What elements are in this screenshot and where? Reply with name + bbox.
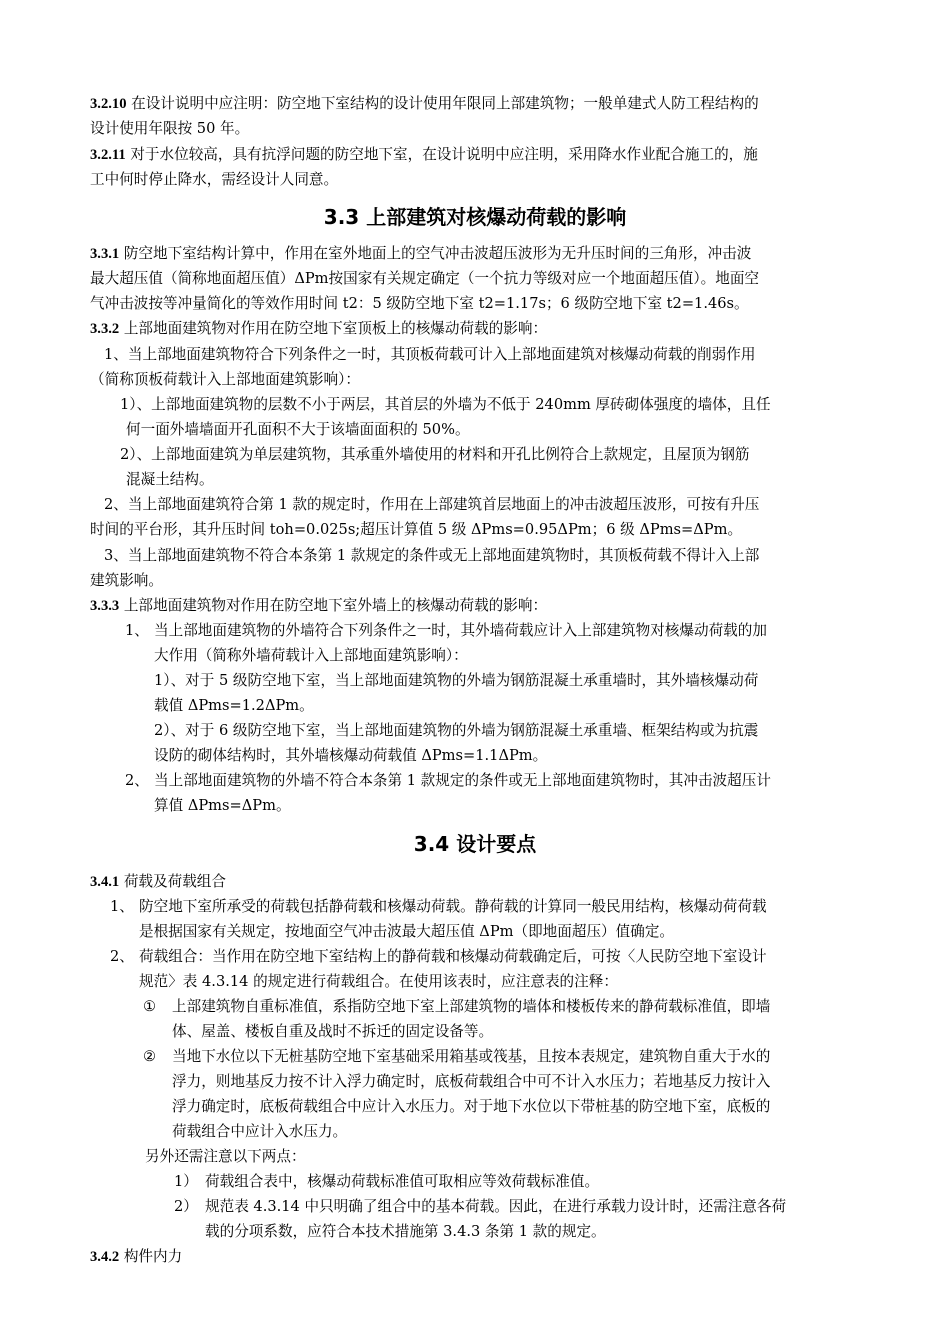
clause-3-3-3-sub-2-line-1: 2）、对于 6 级防空地下室，当上部地面建筑物的外墙为钢筋混凝土承重墙、框架结构或为抗震 <box>154 722 759 739</box>
clause-3-4-1-point-2-line-2: 载的分项系数，应符合本技术措施第 3.4.3 条第 1 款的规定。 <box>205 1223 606 1240</box>
list-marker: 1、 <box>125 622 149 639</box>
clause-3-3-1-line-1 <box>90 245 751 263</box>
clause-3-3-3-sub-2-line-2: 设防的砌体结构时，其外墙核爆动荷载值 ΔPms=1.1ΔPm。 <box>154 747 548 764</box>
clause-text: 荷载及荷载组合 <box>119 873 226 890</box>
section-heading-3-3: 3.3 上部建筑对核爆动荷载的影响 <box>323 205 627 229</box>
clause-number: 3.3.2 <box>90 321 120 337</box>
clause-3-3-2-sub-1-line-1: 1）、上部地面建筑物的层数不小于两层，其首层的外墙为不低于 240mm 厚砖砌体强度的墙体，且任 <box>120 396 771 413</box>
clause-3-4-1-note-2-line-4: 荷载组合中应计入水压力。 <box>172 1123 348 1140</box>
clause-3-4-1-item-1-line-1: 防空地下室所承受的荷载包括静荷载和核爆动荷载。静荷载的计算同一般民用结构，核爆动荷荷载 <box>139 898 767 915</box>
clause-3-2-11-line-1 <box>90 146 758 164</box>
clause-number: 3.3.1 <box>90 246 120 262</box>
list-marker: 2、 <box>125 772 149 789</box>
clause-3-2-10-line-2: 设计使用年限按 50 年。 <box>90 120 250 137</box>
list-marker: ② <box>143 1048 157 1065</box>
clause-3-4-1-item-1-line-2: 是根据国家有关规定，按地面空气冲击波最大超压值 ΔPm（即地面超压）值确定。 <box>139 923 675 940</box>
clause-text: 对于水位较高，具有抗浮问题的防空地下室，在设计说明中应注明，采用降水作业配合施工的，施 <box>125 146 758 163</box>
clause-3-4-1-point-1: 荷载组合表中，核爆动荷载标准值可取相应等效荷载标准值。 <box>205 1173 600 1190</box>
clause-3-2-11-line-2: 工中何时停止降水，需经设计人同意。 <box>90 171 339 188</box>
clause-3-4-1-extra-intro: 另外还需注意以下两点： <box>145 1148 306 1165</box>
clause-3-4-1-note-2-line-1: 当地下水位以下无桩基防空地下室基础采用箱基或筏基，且按本表规定，建筑物自重大于水的 <box>172 1048 771 1065</box>
clause-3-3-3-sub-1-line-2: 载值 ΔPms=1.2ΔPm。 <box>154 697 314 714</box>
list-marker: ① <box>143 998 157 1015</box>
clause-text: 上部地面建筑物对作用在防空地下室外墙上的核爆动荷载的影响： <box>119 597 548 614</box>
list-marker: 1、 <box>110 898 134 915</box>
clause-3-3-1-line-3: 气冲击波按等冲量简化的等效作用时间 t2：5 级防空地下室 t2=1.17s；6 级防空地下室 t2=1.46s。 <box>90 295 749 312</box>
clause-3-4-1-point-2-line-1: 规范表 4.3.14 中只明确了组合中的基本荷载。因此，在进行承载力设计时，还需注意各荷 <box>205 1198 787 1215</box>
clause-number: 3.3.3 <box>90 598 120 614</box>
clause-number: 3.4.1 <box>90 874 120 890</box>
clause-3-3-3-sub-1-line-1: 1）、对于 5 级防空地下室，当上部地面建筑物的外墙为钢筋混凝土承重墙时，其外墙核爆动荷 <box>154 672 759 689</box>
list-marker: 2、 <box>110 948 134 965</box>
clause-3-3-2-item-2-line-2: 时间的平台形，其升压时间 toh=0.025s;超压计算值 5 级 ΔPms=0.95ΔPm；6 级 ΔPms=ΔPm。 <box>90 521 743 538</box>
clause-3-4-1-item-2-line-1: 荷载组合：当作用在防空地下室结构上的静荷载和核爆动荷载确定后，可按〈人民防空地下室设计 <box>139 948 767 965</box>
clause-3-4-1-item-2-line-2: 规范〉表 4.3.14 的规定进行荷载组合。在使用该表时，应注意表的注释： <box>139 973 618 990</box>
clause-3-4-1-note-2-line-2: 浮力，则地基反力按不计入浮力确定时，底板荷载组合中可不计入水压力；若地基反力按计入 <box>172 1073 771 1090</box>
list-marker: 2） <box>174 1198 198 1215</box>
clause-3-4-1-note-1-line-1: 上部建筑物自重标准值，系指防空地下室上部建筑物的墙体和楼板传来的静荷载标准值，即墙 <box>172 998 771 1015</box>
clause-3-3-2-item-1-line-1: 1、当上部地面建筑物符合下列条件之一时，其顶板荷载可计入上部地面建筑对核爆动荷载的削弱作用 <box>104 346 756 363</box>
clause-3-3-3-item-2-line-2: 算值 ΔPms=ΔPm。 <box>154 797 291 814</box>
clause-number: 3.4.2 <box>90 1249 120 1265</box>
clause-3-3-2-item-2-line-1: 2、当上部地面建筑符合第 1 款的规定时，作用在上部建筑首层地面上的冲击波超压波形，可按有升压 <box>104 496 760 513</box>
clause-3-3-2-sub-2-line-2: 混凝土结构。 <box>126 471 214 488</box>
clause-3-3-3-item-1-line-2: 大作用（简称外墙荷载计入上部地面建筑影响）： <box>154 647 468 664</box>
clause-3-3-2-item-1-line-2: （简称顶板荷载计入上部地面建筑影响）： <box>90 371 360 388</box>
clause-3-2-10-line-1 <box>90 95 759 113</box>
clause-text: 构件内力 <box>119 1248 183 1265</box>
clause-3-3-3-item-2-line-1: 当上部地面建筑物的外墙不符合本条第 1 款规定的条件或无上部地面建筑物时，其冲击波超压计 <box>154 772 771 789</box>
clause-3-3-2-sub-1-line-2: 何一面外墙墙面开孔面积不大于该墙面面积的 50%。 <box>126 421 470 438</box>
clause-number: 3.2.10 <box>90 96 127 112</box>
clause-3-3-2-item-3-line-2: 建筑影响。 <box>90 572 163 589</box>
clause-3-3-3-intro <box>90 597 547 615</box>
clause-text: 在设计说明中应注明：防空地下室结构的设计使用年限同上部建筑物；一般单建式人防工程结构的 <box>126 95 759 112</box>
clause-3-3-2-intro <box>90 320 547 338</box>
clause-3-4-1-note-1-line-2: 体、屋盖、楼板自重及战时不拆迁的固定设备等。 <box>172 1023 494 1040</box>
clause-3-3-2-item-3-line-1: 3、当上部地面建筑物不符合本条第 1 款规定的条件或无上部地面建筑物时，其顶板荷载不得计入上部 <box>104 547 760 564</box>
clause-3-4-2-title <box>90 1248 182 1266</box>
clause-text: 上部地面建筑物对作用在防空地下室顶板上的核爆动荷载的影响： <box>119 320 548 337</box>
clause-3-3-2-sub-2-line-1: 2）、上部地面建筑为单层建筑物，其承重外墙使用的材料和开孔比例符合上款规定，且屋顶为钢筋 <box>120 446 750 463</box>
clause-text: 防空地下室结构计算中，作用在室外地面上的空气冲击波超压波形为无升压时间的三角形，冲击波 <box>119 245 752 262</box>
clause-3-4-1-title <box>90 873 226 891</box>
clause-number: 3.2.11 <box>90 147 126 163</box>
clause-3-3-3-item-1-line-1: 当上部地面建筑物的外墙符合下列条件之一时，其外墙荷载应计入上部建筑物对核爆动荷载的加 <box>154 622 767 639</box>
clause-3-4-1-note-2-line-3: 浮力确定时，底板荷载组合中应计入水压力。对于地下水位以下带桩基的防空地下室，底板的 <box>172 1098 771 1115</box>
list-marker: 1） <box>174 1173 198 1190</box>
clause-3-3-1-line-2: 最大超压值（简称地面超压值）ΔPm按国家有关规定确定（一个抗力等级对应一个地面超压值）。地面空 <box>90 270 760 287</box>
section-heading-3-4: 3.4 设计要点 <box>413 832 537 856</box>
